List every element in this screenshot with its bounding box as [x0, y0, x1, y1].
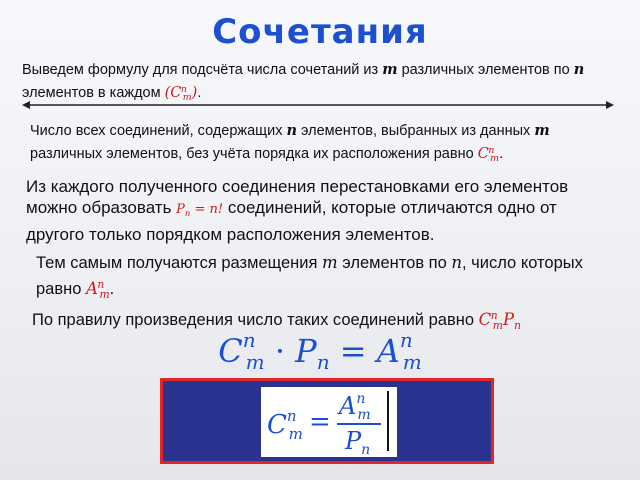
result-denominator: $P_n$ [345, 427, 371, 458]
intro-text-2: различных элементов по [397, 62, 574, 78]
paragraph-permutations: Из каждого полученного соединения перестановками его элементов можно образовать $P_n = n$! соединений, которые отличаются одно от другого только порядком расположения элементов. [26, 177, 569, 244]
paragraph-product-rule: По правилу произведения число таких соединений равно $C^n_mP_n$ [32, 309, 521, 332]
double-arrow-divider [22, 100, 614, 110]
result-equals: = [309, 407, 331, 437]
result-formula [261, 387, 397, 457]
product-formula: $C^n_m \cdot P_n = A^n_m$ [218, 328, 422, 374]
var-m: m [382, 61, 398, 78]
paragraph-arrangements: Тем самым получаются размещения m элементов по n, число которых равно $A^n_m$. [36, 253, 583, 301]
intro-text-1: Выведем формулу для подсчёта числа сочетаний из [22, 62, 383, 78]
var-n: n [451, 253, 463, 272]
var-m: m [322, 253, 338, 272]
product-symbol: $C^n_mP_n$ [478, 309, 521, 332]
var-m: m [534, 122, 550, 139]
combination-symbol: $(C^n_m)$ [164, 84, 198, 104]
var-n: n [286, 122, 298, 139]
paragraph-combinations-count: Число всех соединений, содержащих n элементов, выбранных из данных m различных элементов, без учёта порядка их расположения равно $C^n_m$. [30, 122, 550, 165]
arrangement-symbol: $A^n_m$ [86, 278, 110, 301]
fraction-line [337, 423, 381, 425]
var-n: n [573, 61, 585, 78]
result-lhs: $C^n_m$ [267, 407, 303, 443]
result-numerator: $A^n_m$ [339, 391, 371, 423]
intro-text-3: элементов в каждом [22, 85, 165, 102]
slide-title: Сочетания [212, 12, 428, 52]
result-formula-box [160, 378, 494, 464]
permutation-formula: $P_n = n$! [176, 202, 224, 218]
combination-symbol: $C^n_m$ [477, 145, 500, 165]
intro-text-4: . [197, 85, 202, 102]
text-cursor [387, 391, 389, 451]
